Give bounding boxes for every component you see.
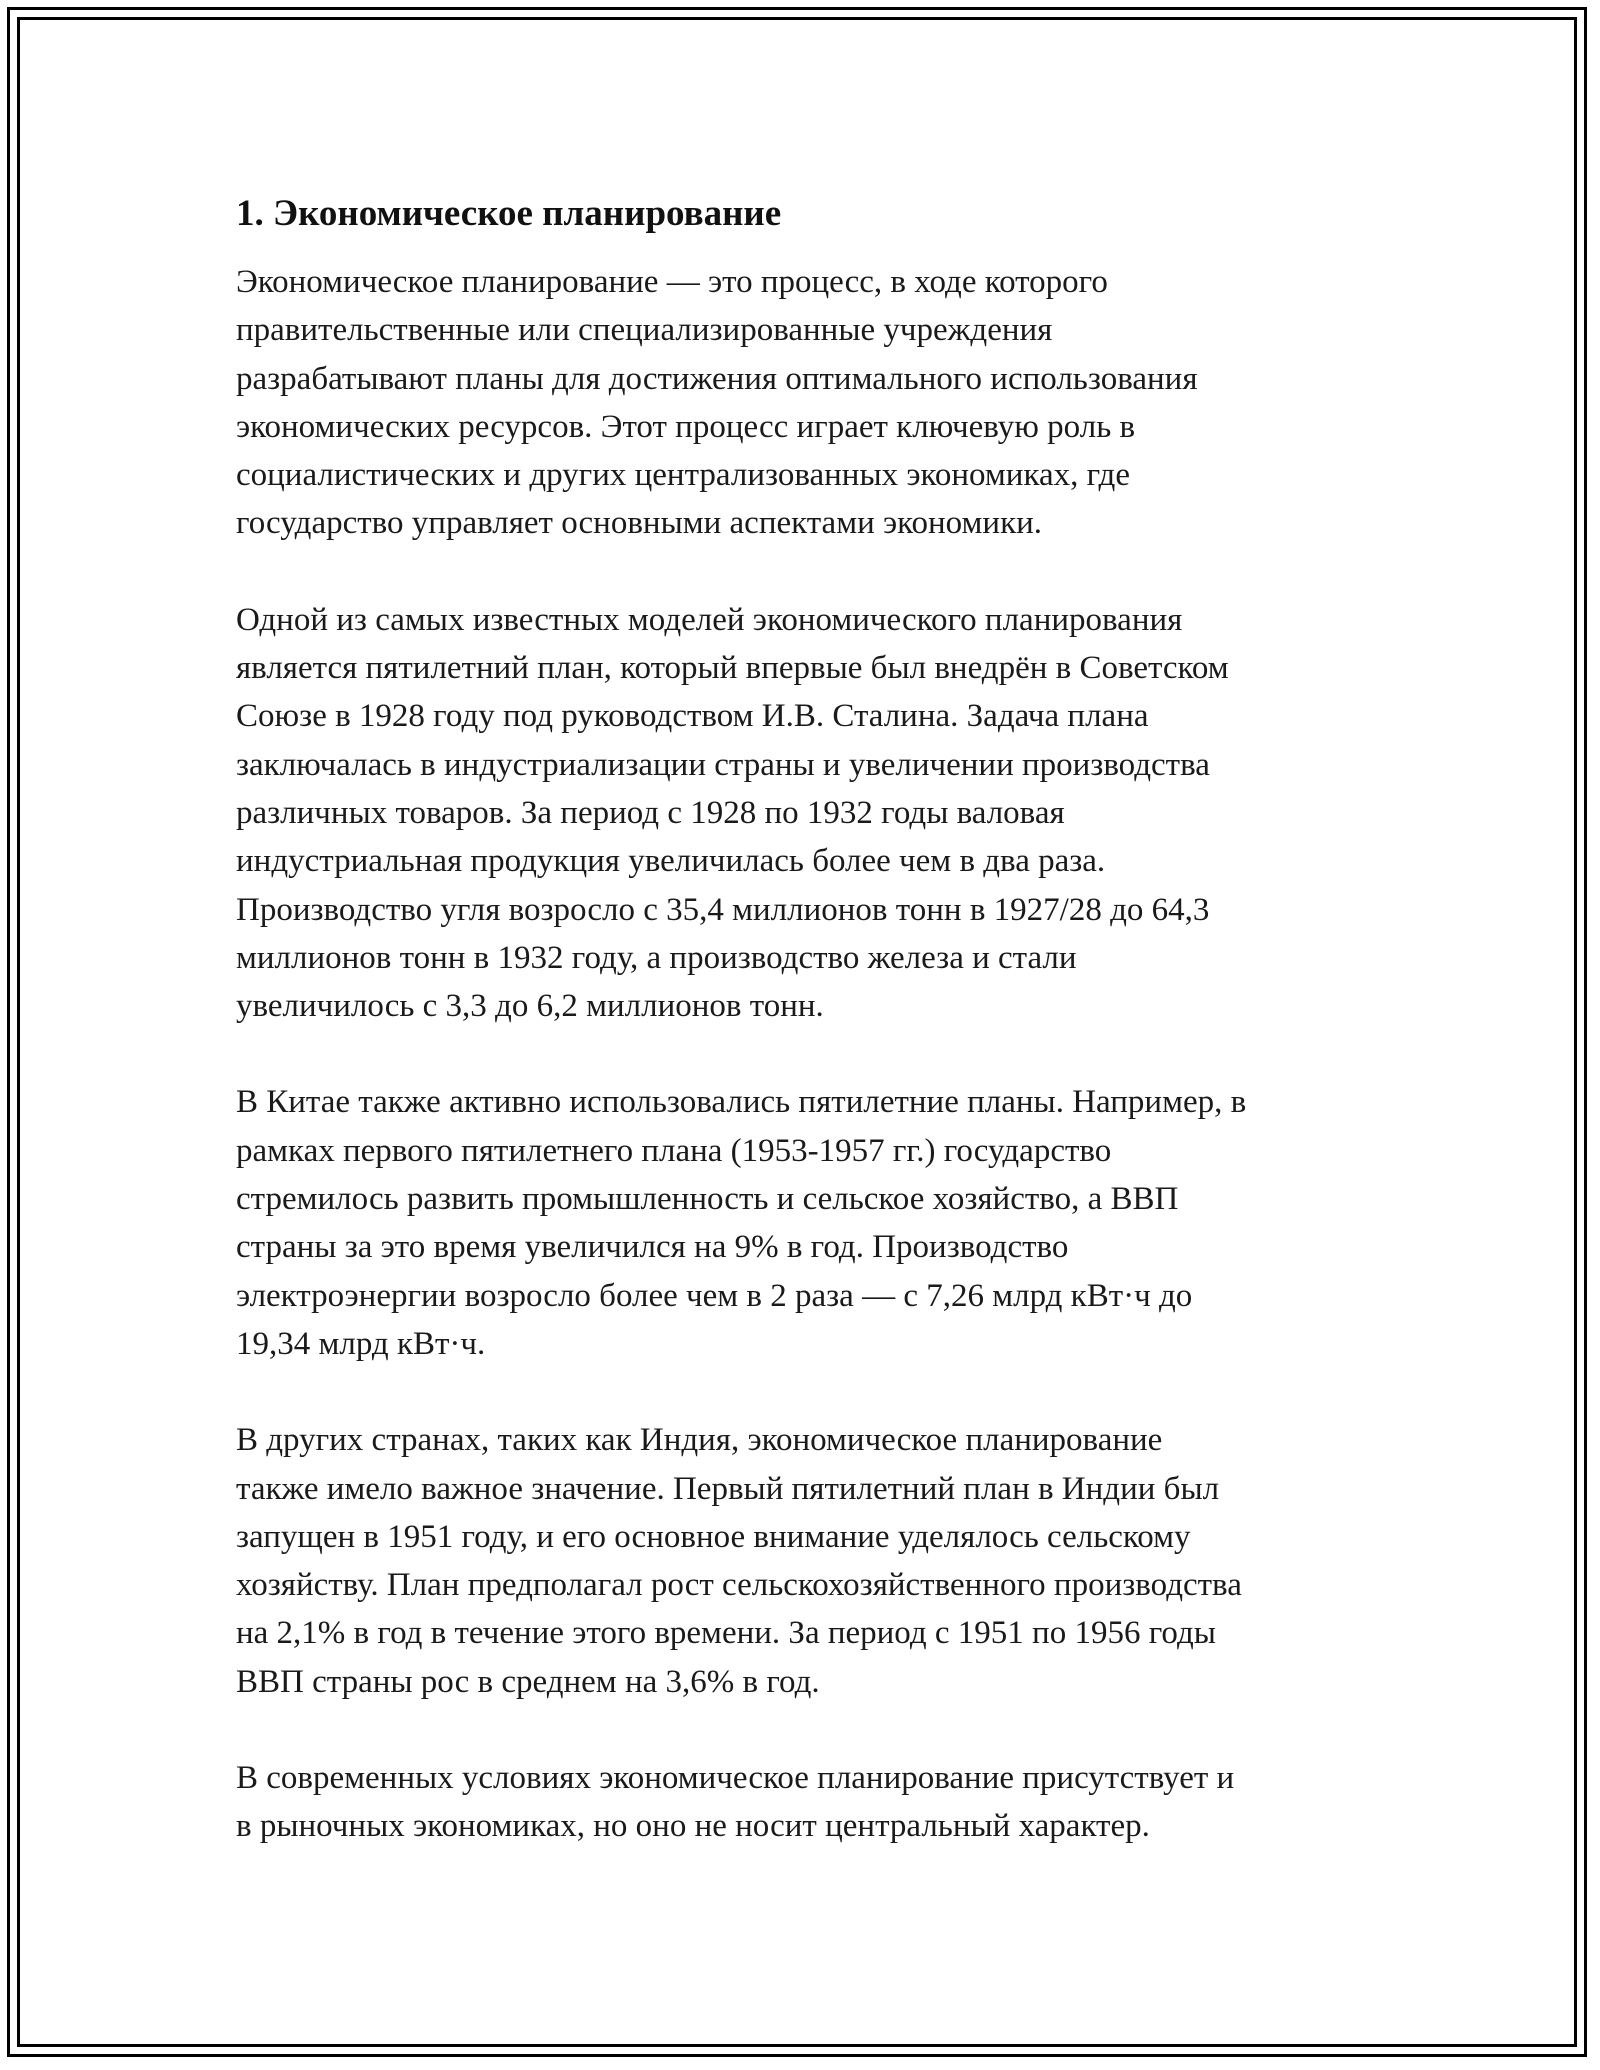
- text-line: миллионов тонн в 1932 году, а производство железа и стали: [236, 939, 1077, 976]
- text-line: Одной из самых известных моделей экономического планирования: [236, 601, 1183, 638]
- text-line: на 2,1% в год в течение этого времени. За период с 1951 по 1956 годы: [236, 1615, 1216, 1652]
- paragraph-china-plan: [236, 1078, 1366, 1368]
- text-line: 19,34 млрд кВт·ч.: [236, 1325, 486, 1362]
- paragraph-definition: [236, 258, 1366, 548]
- text-line: является пятилетний план, который впервые был внедрён в Советском: [236, 650, 1229, 687]
- text-line: разрабатывают планы для достижения оптимального использования: [236, 360, 1198, 397]
- text-line: стремилось развить промышленность и сельское хозяйство, а ВВП: [236, 1181, 1179, 1218]
- text-line: Производство угля возросло с 35,4 миллионов тонн в 1927/28 до 64,3: [236, 891, 1210, 928]
- paragraph-india-plan: [236, 1416, 1366, 1706]
- section-heading: 1. Экономическое планирование: [236, 193, 782, 234]
- text-line: ВВП страны рос в среднем на 3,6% в год.: [236, 1663, 820, 1700]
- text-line: хозяйству. План предполагал рост сельскохозяйственного производства: [236, 1567, 1242, 1604]
- paragraph-modern-planning: [236, 1754, 1366, 1851]
- text-line: в рыночных экономиках, но оно не носит центральный характер.: [236, 1808, 1150, 1845]
- text-line: индустриальная продукция увеличилась более чем в два раза.: [236, 843, 1106, 880]
- text-line: различных товаров. За период с 1928 по 1932 годы валовая: [236, 794, 1065, 831]
- text-line: также имело важное значение. Первый пятилетний план в Индии был: [236, 1470, 1220, 1507]
- text-line: государство управляет основными аспектами экономики.: [236, 505, 1043, 542]
- text-line: экономических ресурсов. Этот процесс играет ключевую роль в: [236, 408, 1136, 445]
- text-line: В Китае также активно использовались пятилетние планы. Например, в: [236, 1084, 1247, 1121]
- text-line: Союзе в 1928 году под руководством И.В. Сталина. Задача плана: [236, 698, 1149, 735]
- text-line: правительственные или специализированные учреждения: [236, 312, 1053, 349]
- text-line: увеличилось с 3,3 до 6,2 миллионов тонн.: [236, 988, 824, 1025]
- paragraph-soviet-plan: [236, 596, 1366, 1031]
- text-line: В современных условиях экономическое планирование присутствует и: [236, 1760, 1235, 1797]
- text-line: страны за это время увеличился на 9% в год. Производство: [236, 1229, 1069, 1266]
- document-body: [236, 188, 1366, 1899]
- text-line: заключалась в индустриализации страны и увеличении производства: [236, 746, 1210, 783]
- text-line: электроэнергии возросло более чем в 2 раза — с 7,26 млрд кВт·ч до: [236, 1277, 1193, 1314]
- text-line: социалистических и других централизованных экономиках, где: [236, 457, 1130, 494]
- text-line: запущен в 1951 году, и его основное внимание уделялось сельскому: [236, 1518, 1191, 1555]
- text-line: В других странах, таких как Индия, экономическое планирование: [236, 1422, 1163, 1459]
- text-line: рамках первого пятилетнего плана (1953-1957 гг.) государство: [236, 1132, 1112, 1169]
- text-line: Экономическое планирование — это процесс, в ходе которого: [236, 264, 1108, 300]
